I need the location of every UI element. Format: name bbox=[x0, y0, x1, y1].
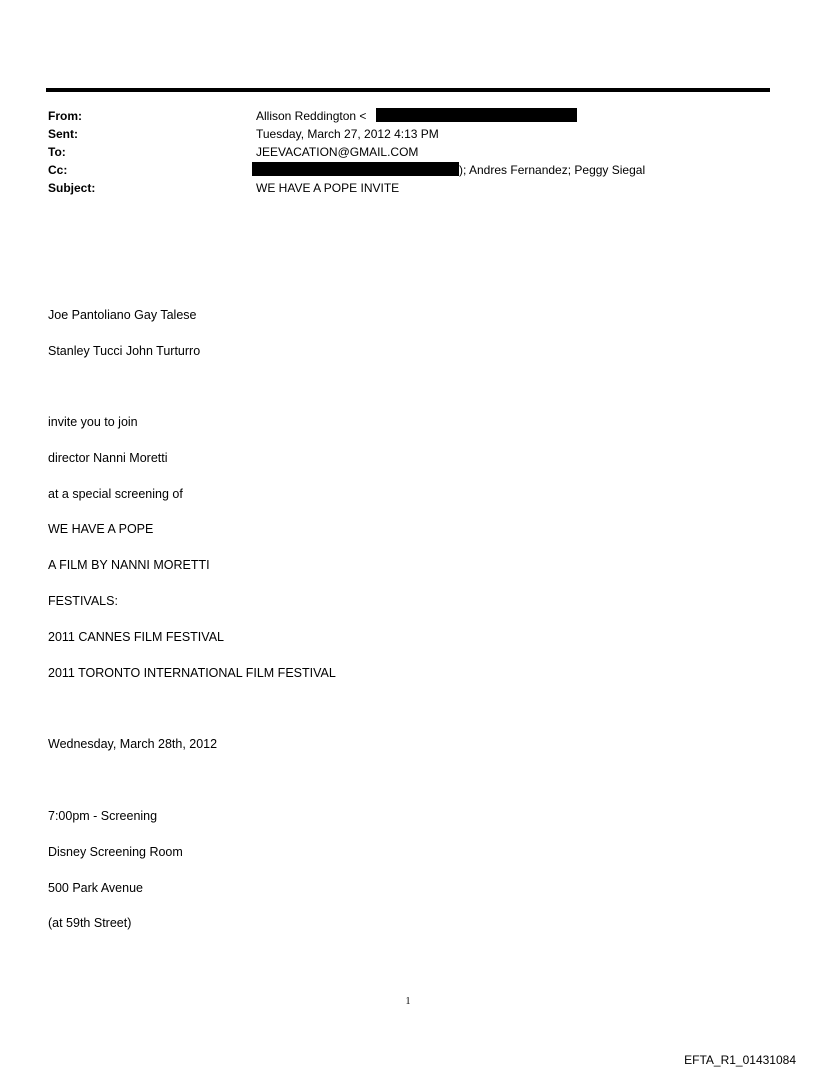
redaction-from-email bbox=[376, 108, 577, 122]
body-line: 7:00pm - Screening bbox=[48, 809, 158, 823]
redaction-cc-email bbox=[252, 162, 459, 176]
body-line: FESTIVALS: bbox=[48, 594, 118, 608]
body-line: director Nanni Moretti bbox=[48, 451, 168, 465]
body-line: Wednesday, March 28th, 2012 bbox=[48, 737, 218, 751]
body-line: at a special screening of bbox=[48, 487, 183, 501]
body-line: Stanley Tucci John Turturro bbox=[48, 344, 201, 358]
body-line: 500 Park Avenue bbox=[48, 881, 143, 895]
subject-label: Subject: bbox=[48, 181, 96, 195]
body-line: Joe Pantoliano Gay Talese bbox=[48, 308, 197, 322]
to-value: JEEVACATION@GMAIL.COM bbox=[256, 145, 419, 159]
subject-value: WE HAVE A POPE INVITE bbox=[256, 181, 400, 195]
sent-label: Sent: bbox=[48, 127, 78, 141]
page-number: 1 bbox=[405, 996, 411, 1007]
bates-number: EFTA_R1_01431084 bbox=[684, 1053, 796, 1067]
from-label: From: bbox=[48, 109, 82, 123]
body-line: (at 59th Street) bbox=[48, 916, 132, 930]
body-line: Disney Screening Room bbox=[48, 845, 183, 859]
header-divider bbox=[46, 88, 770, 92]
body-line: invite you to join bbox=[48, 415, 138, 429]
body-line: WE HAVE A POPE bbox=[48, 522, 154, 536]
from-value: Allison Reddington < bbox=[256, 109, 367, 123]
body-line: 2011 CANNES FILM FESTIVAL bbox=[48, 630, 224, 644]
body-line: A FILM BY NANNI MORETTI bbox=[48, 558, 210, 572]
cc-label: Cc: bbox=[48, 163, 68, 177]
to-label: To: bbox=[48, 145, 66, 159]
sent-value: Tuesday, March 27, 2012 4:13 PM bbox=[256, 127, 439, 141]
cc-value: ); Andres Fernandez; Peggy Siegal bbox=[459, 163, 646, 177]
body-line: 2011 TORONTO INTERNATIONAL FILM FESTIVAL bbox=[48, 666, 336, 680]
